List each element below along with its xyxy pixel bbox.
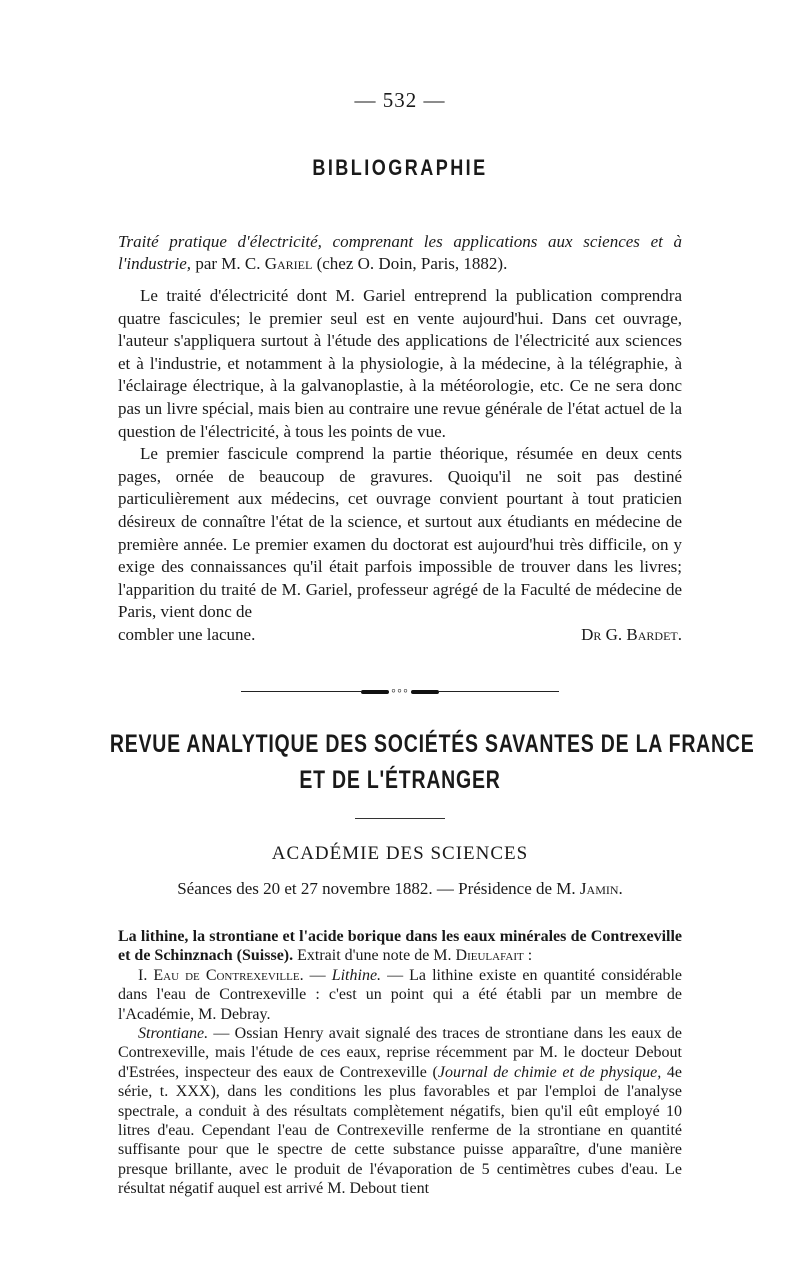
- note-intro: [118, 927, 682, 966]
- review-last-line: combler une lacune.: [118, 624, 256, 644]
- note-section-2: [118, 1024, 682, 1199]
- review-paragraph-1: Le traité d'électricité dont M. Gariel entreprend la publication comprendra quatre fascicules; le premier seul est en vente aujourd'hui. Dans cet ouvrage, l'auteur s'appliquera surtout à l'étude des applications de l'électricité aux sciences et à l'industrie, et notamment à la physiologie, à la médecine, à la télégraphie, à l'éclairage électrique, à la galvanoplastie, à la météorologie, etc. Ce ne sera donc pas un livre spécial, mais bien au contraire une revue générale de l'état actuel de la question de l'électricité, à tous les points de vue.: [118, 286, 682, 441]
- author-prefix: par M.: [191, 254, 245, 273]
- revue-title-line-2: ET DE L'ÉTRANGER: [299, 765, 501, 794]
- page: [109, 88, 755, 1199]
- review-closing: [118, 624, 682, 646]
- seances-text: Séances des 20 et 27 novembre 1882. — Présidence de M.: [177, 878, 580, 898]
- note-title: La lithine, la strontiane et l'acide borique dans les eaux minérales de Contrexeville et de Schinznach (Suisse).: [118, 927, 682, 965]
- section-2-text-a: — Ossian Henry avait signalé des traces de strontiane dans les eaux de Contrexeville, mais l'étude de ces eaux, reprise récemment par M. le docteur Debout d'Estrées, inspecteur des eaux de Contrexeville (: [118, 1024, 682, 1081]
- seances-line: [118, 879, 682, 899]
- journal-citation: Journal de chimie et de physique,: [437, 1063, 662, 1081]
- revue-title-line-1: REVUE ANALYTIQUE DES SOCIÉTÉS SAVANTES DE LA FRANCE: [109, 729, 755, 758]
- bibliography-heading: BIBLIOGRAPHIE: [312, 155, 488, 180]
- review-signature: Dr G. Bardet.: [581, 624, 682, 644]
- section-2-text-b: 4e série, t. XXX), dans les conditions les plus favorables et par l'emploi de l'analyse spectrale, a conduit à des résultats complètement négatifs, bien qu'il eût employé 10 litres d'eau. Cependant l'eau de Contrexeville renferme de la strontiane en quantité suffisante pour que le spectre de cette substance puisse apparaître, d'une manière presque brillante, avec le produit de l'évaporation de 5 centimètres cubes d'eau. Le résultat négatif auquel est arrivé M. Debout tient: [118, 1063, 682, 1198]
- ornamental-divider: ◦◦◦: [118, 684, 682, 700]
- section-rule: [355, 818, 445, 819]
- book-publisher: (chez O. Doin, Paris, 1882).: [312, 254, 508, 273]
- book-reference: [118, 231, 682, 275]
- book-title: Traité pratique d'électricité, comprenant les applications aux sciences et à l'industrie,: [118, 232, 682, 273]
- section-1-dash: —: [303, 966, 332, 984]
- note-section-1: [118, 966, 682, 1024]
- review-paragraph-2: Le premier fascicule comprend la partie théorique, résumée en deux cents pages, ornée de beaucoup de gravures. Quoiqu'il ne soit pas destiné particulièrement aux médecins, cet ouvrage convient pourtant à tout praticien désireux de connaître l'état de la science, et surtout aux étudiants en médecine de première année. Le premier examen du doctorat est aujourd'hui très difficile, on y exige des connaissances qu'il était parfois impossible de trouver dans les livres; l'apparition du traité de M. Gariel, professeur agrégé de la Faculté de médecine de Paris, vient donc de: [118, 444, 682, 622]
- note-author: Dieulafait :: [455, 947, 533, 965]
- academy-heading: ACADÉMIE DES SCIENCES: [271, 842, 529, 864]
- note-intro-text: Extrait d'une note de M.: [293, 947, 456, 965]
- section-1-label: I. Eau de Contrexeville.: [138, 966, 304, 984]
- book-author: C. Gariel: [244, 254, 313, 273]
- page-number: — 532 —: [354, 88, 446, 112]
- section-1-topic: Lithine.: [331, 966, 382, 984]
- president-name: Jamin.: [579, 878, 623, 898]
- section-1-text: — La lithine existe en quantité considérable dans l'eau de Contrexeville : c'est un point qui a été établi par un membre de l'Académie, M. Debray.: [118, 966, 682, 1023]
- section-2-topic: Strontiane.: [138, 1024, 209, 1042]
